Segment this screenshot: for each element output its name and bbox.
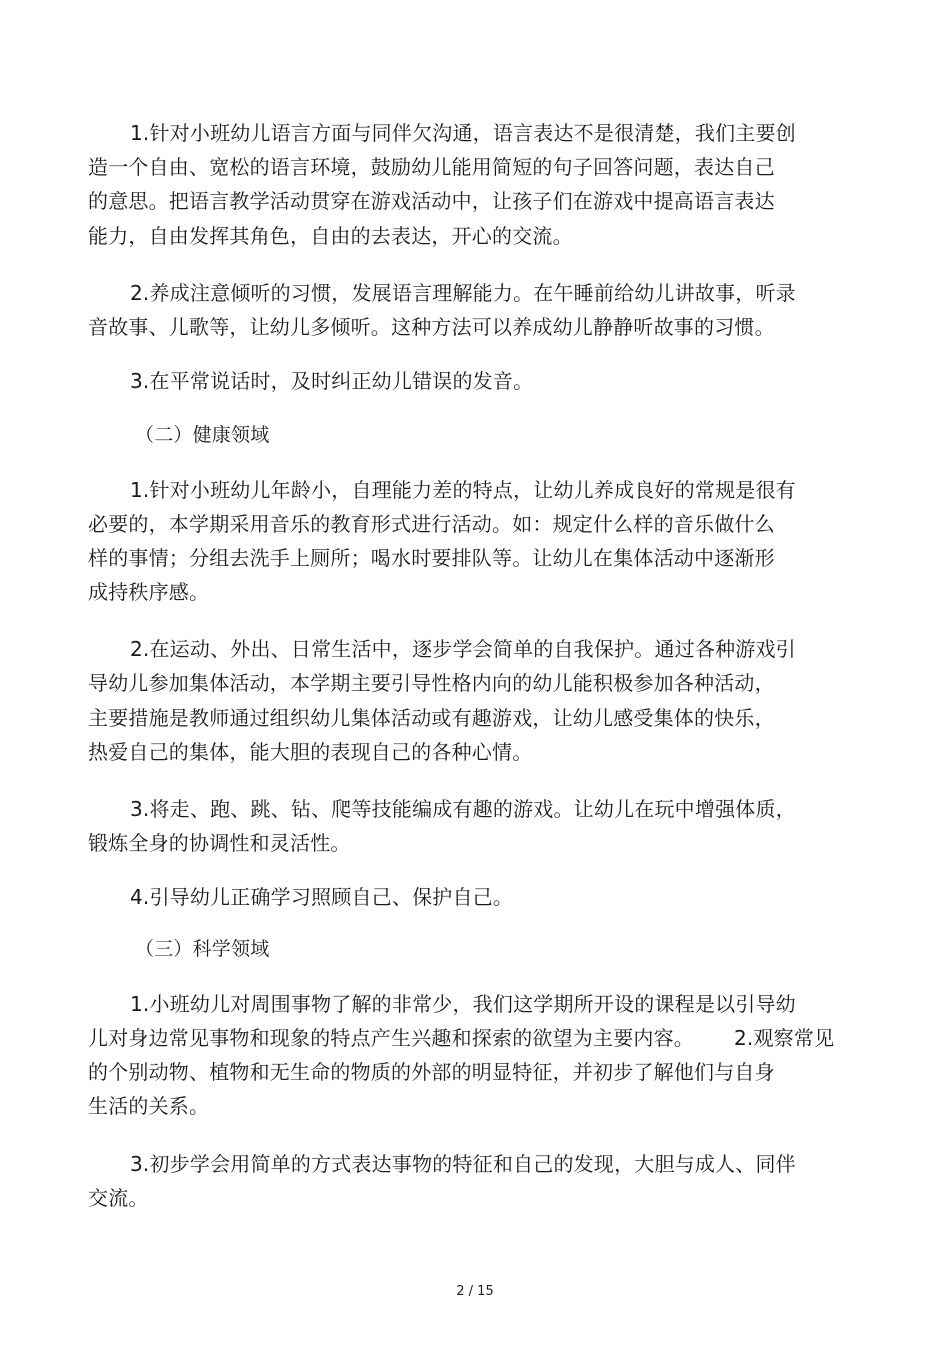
paragraph-line: 生活的关系。 <box>88 1094 210 1118</box>
paragraph-line: 3.将走、跑、跳、钻、爬等技能编成有趣的游戏。让幼儿在玩中增强体质， <box>130 797 796 821</box>
paragraph-line: 1.小班幼儿对周围事物了解的非常少，我们这学期所开设的课程是以引导幼 <box>130 992 796 1016</box>
paragraph-line: 2.养成注意倾听的习惯，发展语言理解能力。在午睡前给幼儿讲故事，听录 <box>130 281 796 305</box>
paragraph-line: 交流。 <box>88 1186 149 1210</box>
paragraph-line: 能力，自由发挥其角色，自由的去表达，开心的交流。 <box>88 224 573 248</box>
paragraph-line: 必要的，本学期采用音乐的教育形式进行活动。如：规定什么样的音乐做什么 <box>88 512 775 536</box>
paragraph-line: 2.在运动、外出、日常生活中，逐步学会简单的自我保护。通过各种游戏引 <box>130 637 796 661</box>
paragraph-line: 3.在平常说话时，及时纠正幼儿错误的发音。 <box>130 369 534 393</box>
paragraph-line: 3.初步学会用简单的方式表达事物的特征和自己的发现，大胆与成人、同伴 <box>130 1152 796 1176</box>
paragraph-line: 锻炼全身的协调性和灵活性。 <box>88 831 351 855</box>
paragraph-line: 音故事、儿歌等，让幼儿多倾听。这种方法可以养成幼儿静静听故事的习惯。 <box>88 315 775 339</box>
paragraph-line: 1.针对小班幼儿年龄小，自理能力差的特点，让幼儿养成良好的常规是很有 <box>130 478 796 502</box>
paragraph-line: 导幼儿参加集体活动，本学期主要引导性格内向的幼儿能积极参加各种活动， <box>88 671 775 695</box>
paragraph-line: 主要措施是教师通过组织幼儿集体活动或有趣游戏，让幼儿感受集体的快乐， <box>88 706 775 730</box>
paragraph-line <box>88 1026 834 1050</box>
paragraph-line: 1.针对小班幼儿语言方面与同伴欠沟通，语言表达不是很清楚，我们主要创 <box>130 121 796 145</box>
paragraph-text: 儿对身边常见事物和现象的特点产生兴趣和探索的欲望为主要内容。 <box>88 1026 694 1050</box>
page-number: 2 / 15 <box>456 1284 494 1299</box>
paragraph-text: 2.观察常见 <box>734 1026 835 1050</box>
paragraph-line: 造一个自由、宽松的语言环境，鼓励幼儿能用简短的句子回答问题，表达自己 <box>88 155 775 179</box>
section-heading: （二）健康领域 <box>135 424 270 446</box>
section-heading: （三）科学领域 <box>135 938 270 960</box>
paragraph-line: 热爱自己的集体，能大胆的表现自己的各种心情。 <box>88 740 533 764</box>
paragraph-line: 4.引导幼儿正确学习照顾自己、保护自己。 <box>130 885 514 909</box>
paragraph-line: 的个别动物、植物和无生命的物质的外部的明显特征，并初步了解他们与自身 <box>88 1060 775 1084</box>
paragraph-line: 样的事情；分组去洗手上厕所；喝水时要排队等。让幼儿在集体活动中逐渐形 <box>88 546 775 570</box>
paragraph-line: 的意思。把语言教学活动贯穿在游戏活动中，让孩子们在游戏中提高语言表达 <box>88 189 775 213</box>
paragraph-line: 成持秩序感。 <box>88 580 210 604</box>
